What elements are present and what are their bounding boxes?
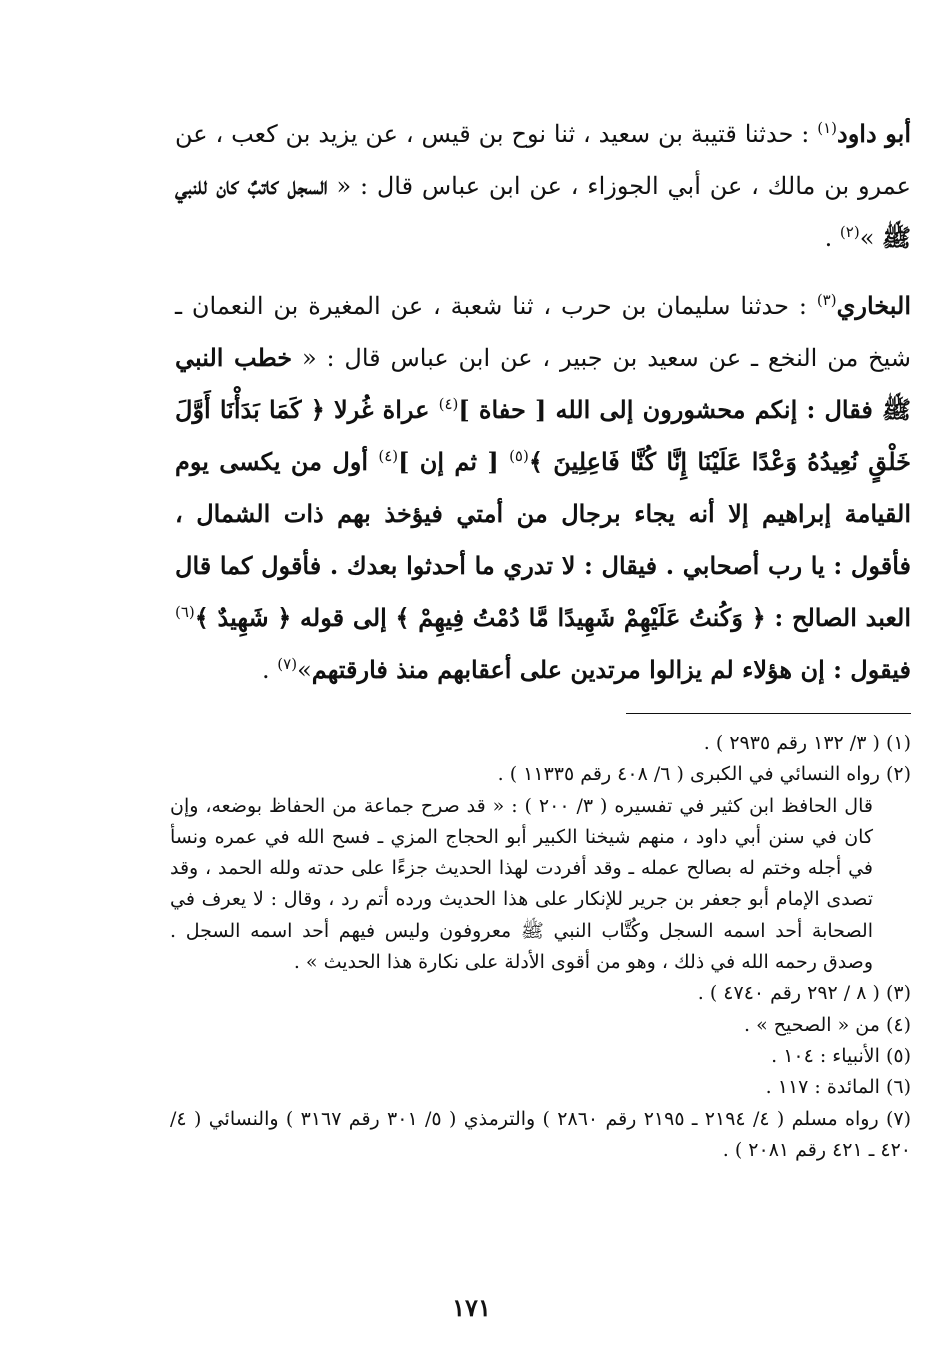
main-text <box>175 108 911 696</box>
hadith-text: فيقول : إن هؤلاء لم يزالوا مرتدين على أعقابهم منذ فارقتهم <box>311 655 911 684</box>
footnote-7 <box>170 1104 911 1167</box>
footnote-divider <box>626 713 911 714</box>
footnote-2-commentary <box>170 791 911 979</box>
footnote-ref: (٥) <box>509 447 529 465</box>
quote-close: » <box>297 656 312 684</box>
period: . <box>824 224 840 252</box>
page-number: ١٧١ <box>452 1293 491 1322</box>
footnote-ref: (٤) <box>438 395 459 413</box>
footnote-text: من « الصحيح » . <box>744 1013 886 1036</box>
footnote-text: ( ٨ / ٢٩٢ رقم ٤٧٤٠ ) . <box>697 982 886 1005</box>
footnote-text: ( ٣/ ١٣٢ رقم ٢٩٣٥ ) . <box>703 732 886 754</box>
footnote-number: (٧) <box>885 1107 912 1130</box>
footnote-text: المائدة : ١١٧ . <box>765 1076 886 1099</box>
footnote-ref: (٦) <box>175 603 195 621</box>
hadith-text: السجل كاتبٌ كان للنبي ﷺ <box>175 171 911 252</box>
footnote-text: الأنبياء : ١٠٤ . <box>771 1044 886 1067</box>
footnote-number: (٢) <box>885 763 911 786</box>
hadith-text: خطب النبي ﷺ فقال : إنكم محشورون إلى الله [ حفاة ] <box>175 343 911 424</box>
footnote-ref: (٢) <box>839 223 860 241</box>
footnote-text: قال الحافظ ابن كثير في تفسيره ( ٣/ ٢٠٠ ) : « قد صرح جماعة من الحفاظ بوضعه، وإن كان في سنن أبي داود ، منهم شيخنا الكبير أبو الحجاج المزي ـ فسح الله في عمره ونسأ في أجله وختم له بصالح عمله ـ وقد أفردت لهذا الحديث جزءًا على حدته ولله الحمد ، وقد تصدى الإمام أبو جعفر بن جرير للإنكار على هذا الحديث ورده أتم رد ، وقال : لا يعرف في الصحابة أحد اسمه السجل وكُتَّاب النبي ﷺ معروفون وليس فيهم أحد اسمه السجل . وصدق رحمه الله في ذلك ، وهو من أقوى الأدلة على نكارة هذا الحديث » . <box>170 794 873 974</box>
hadith-text: أول من يكسى يوم القيامة إبراهيم إلا أنه يجاء برجال من أمتي فيؤخذ بهم ذات الشمال ، فأقول : يا رب أصحابي . فيقال : لا تدري ما أحدثوا بعدك . فأقول كما قال العبد الصالح : ﴿ وَكُنتُ عَلَيْهِمْ شَهِيدًا مَّا دُمْتُ فِيهِمْ ﴾ إلى قوله ﴿ شَهِيدٌ ﴾ <box>175 447 911 632</box>
footnote-2 <box>170 759 911 790</box>
footnote-3 <box>170 978 911 1009</box>
narration-chain: : حدثنا سليمان بن حرب ، ثنا شعبة ، عن المغيرة بن النعمان ـ شيخ من النخع ـ عن سعيد بن جبير ، عن ابن عباس قال : « <box>175 292 912 372</box>
hadith-text: عراة غُرلا ﴿ كَمَا بَدَأْنَا أَوَّلَ خَلْقٍ نُعِيدُهُ وَعْدًا عَلَيْنَا إِنَّا كُنَّا فَاعِلِينَ ﴾ <box>175 395 912 476</box>
footnote-ref: (١) <box>817 119 838 137</box>
footnote-number: (٣) <box>885 982 911 1005</box>
footnote-ref: (٤) <box>378 447 399 465</box>
source-name: البخاري <box>836 291 911 320</box>
paragraph-bukhari <box>175 280 911 696</box>
footnote-number: (١) <box>885 732 911 754</box>
footnote-4 <box>170 1010 911 1041</box>
quote-close: » <box>859 224 882 252</box>
footnote-number: (٤) <box>885 1013 911 1036</box>
footnote-number: (٥) <box>885 1044 911 1067</box>
footnotes <box>170 728 911 1166</box>
footnote-number: (٦) <box>885 1076 911 1099</box>
footnote-5 <box>170 1041 911 1072</box>
hadith-text: [ ثم إن ] <box>398 447 510 476</box>
footnote-6 <box>170 1072 911 1103</box>
footnote-ref: (٣) <box>816 291 837 309</box>
footnote-text: رواه مسلم ( ٤/ ٢١٩٤ ـ ٢١٩٥ رقم ٢٨٦٠ ) والترمذي ( ٥/ ٣٠١ رقم ٣١٦٧ ) والنسائي ( ٤/ ٤٢٠ ـ ٤٢١ رقم ٢٠٨١ ) . <box>170 1107 911 1161</box>
source-name: أبو داود <box>837 119 912 148</box>
period: . <box>262 656 278 684</box>
narration-chain: : حدثنا قتيبة بن سعيد ، ثنا نوح بن قيس ، عن يزيد بن كعب ، عن عمرو بن مالك ، عن أبي الجوزاء ، عن ابن عباس قال : « <box>175 120 911 200</box>
footnote-ref: (٧) <box>277 655 298 673</box>
paragraph-abu-dawud <box>175 108 911 264</box>
footnote-1 <box>170 728 911 759</box>
footnote-text: رواه النسائي في الكبرى ( ٦/ ٤٠٨ رقم ١١٣٣٥ ) . <box>497 763 886 786</box>
